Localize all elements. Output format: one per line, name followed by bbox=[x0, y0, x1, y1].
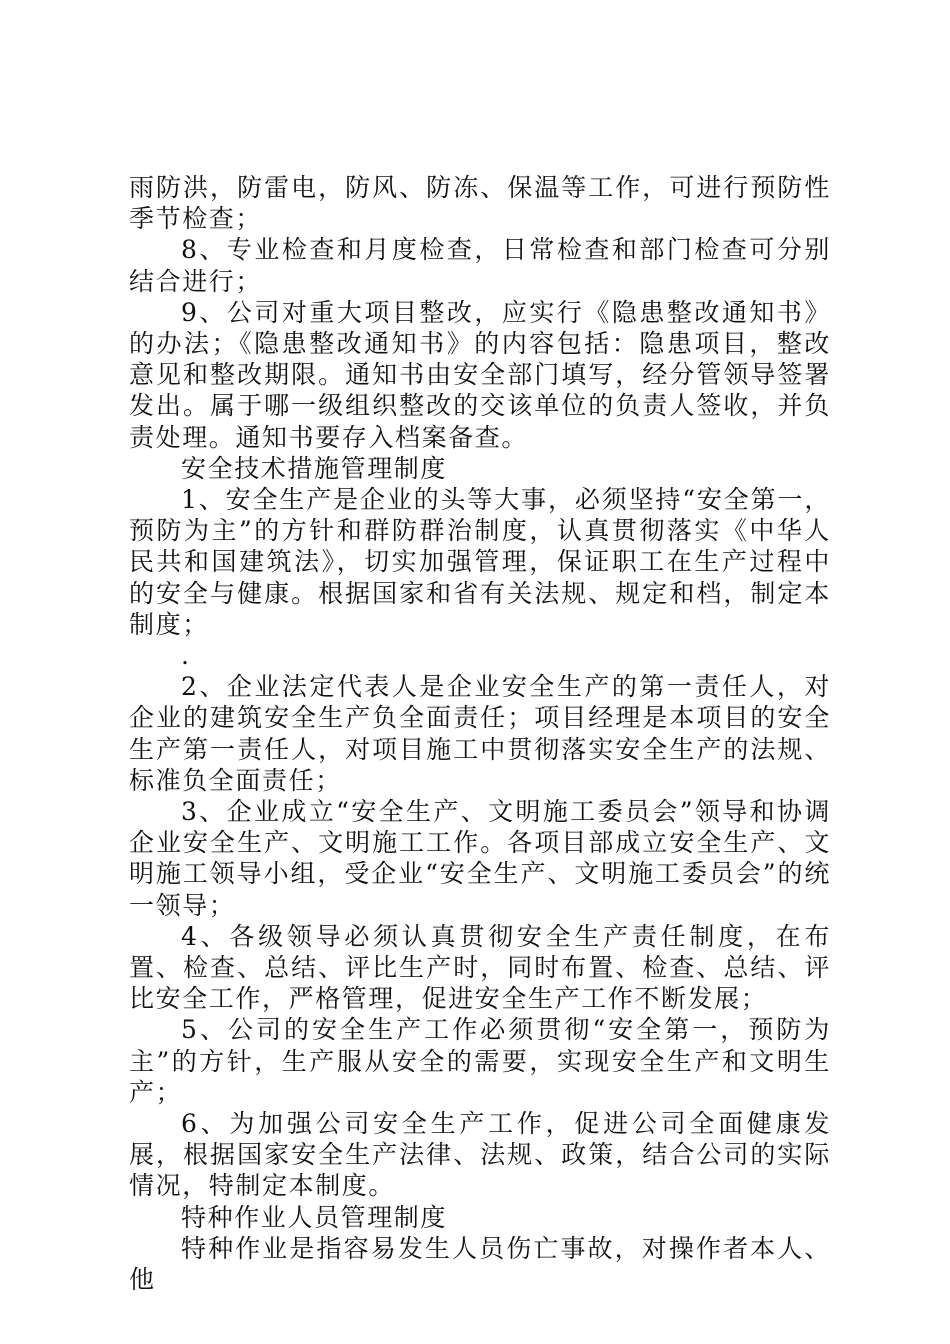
document-body bbox=[129, 172, 831, 1295]
paragraph-item-1: 1、安全生产是企业的头等大事，必须坚持“安全第一，预防为主”的方针和群防群治制度，认真贯彻落实《中华人民共和国建筑法》，切实加强管理，保证职工在生产过程中的安全与健康。根据国家和省有关法规、规定和档，制定本制度； bbox=[129, 485, 831, 639]
paragraph-continuation: 雨防洪，防雷电，防风、防冻、保温等工作，可进行预防性季节检查； bbox=[129, 173, 831, 234]
section-heading-special-ops: 特种作业人员管理制度 bbox=[181, 1202, 448, 1232]
paragraph-item-5: 5、公司的安全生产工作必须贯彻“安全第一，预防为主”的方针，生产服从安全的需要，实现安全生产和文明生产； bbox=[129, 1015, 831, 1107]
paragraph-item-2: 2、企业法定代表人是企业安全生产的第一责任人，对企业的建筑安全生产负全面责任；项目经理是本项目的安全生产第一责任人，对项目施工中贯彻落实安全生产的法规、标准负全面责任； bbox=[129, 672, 831, 795]
paragraph-item-9: 9、公司对重大项目整改，应实行《隐患整改通知书》的办法；《隐患整改通知书》的内容包括：隐患项目，整改意见和整改期限。通知书由安全部门填写，经分管领导签署发出。属于哪一级组织整改的交该单位的负责人签收，并负责处理。通知书要存入档案备查。 bbox=[129, 297, 831, 452]
paragraph-item-4: 4、各级领导必须认真贯彻安全生产责任制度，在布置、检查、总结、评比生产时，同时布置、检查、总结、评比安全工作，严格管理，促进安全生产工作不断发展； bbox=[129, 921, 831, 1014]
section-heading-safety-tech: 安全技术措施管理制度 bbox=[181, 453, 448, 483]
paragraph-special-ops-intro: 特种作业是指容易发生人员伤亡事故，对操作者本人、他 bbox=[129, 1233, 831, 1295]
paragraph-item-3: 3、企业成立“安全生产、文明施工委员会”领导和协调企业安全生产、文明施工工作。各项目部成立安全生产、文明施工领导小组，受企业“安全生产、文明施工委员会”的统一领导； bbox=[129, 797, 831, 920]
paragraph-item-6: 6、为加强公司安全生产工作，促进公司全面健康发展，根据国家安全生产法律、法规、政策，结合公司的实际情况，特制定本制度。 bbox=[129, 1109, 831, 1201]
stray-dot: . bbox=[181, 641, 191, 671]
paragraph-item-8: 8、专业检查和月度检查，日常检查和部门检查可分别结合进行； bbox=[129, 235, 831, 296]
